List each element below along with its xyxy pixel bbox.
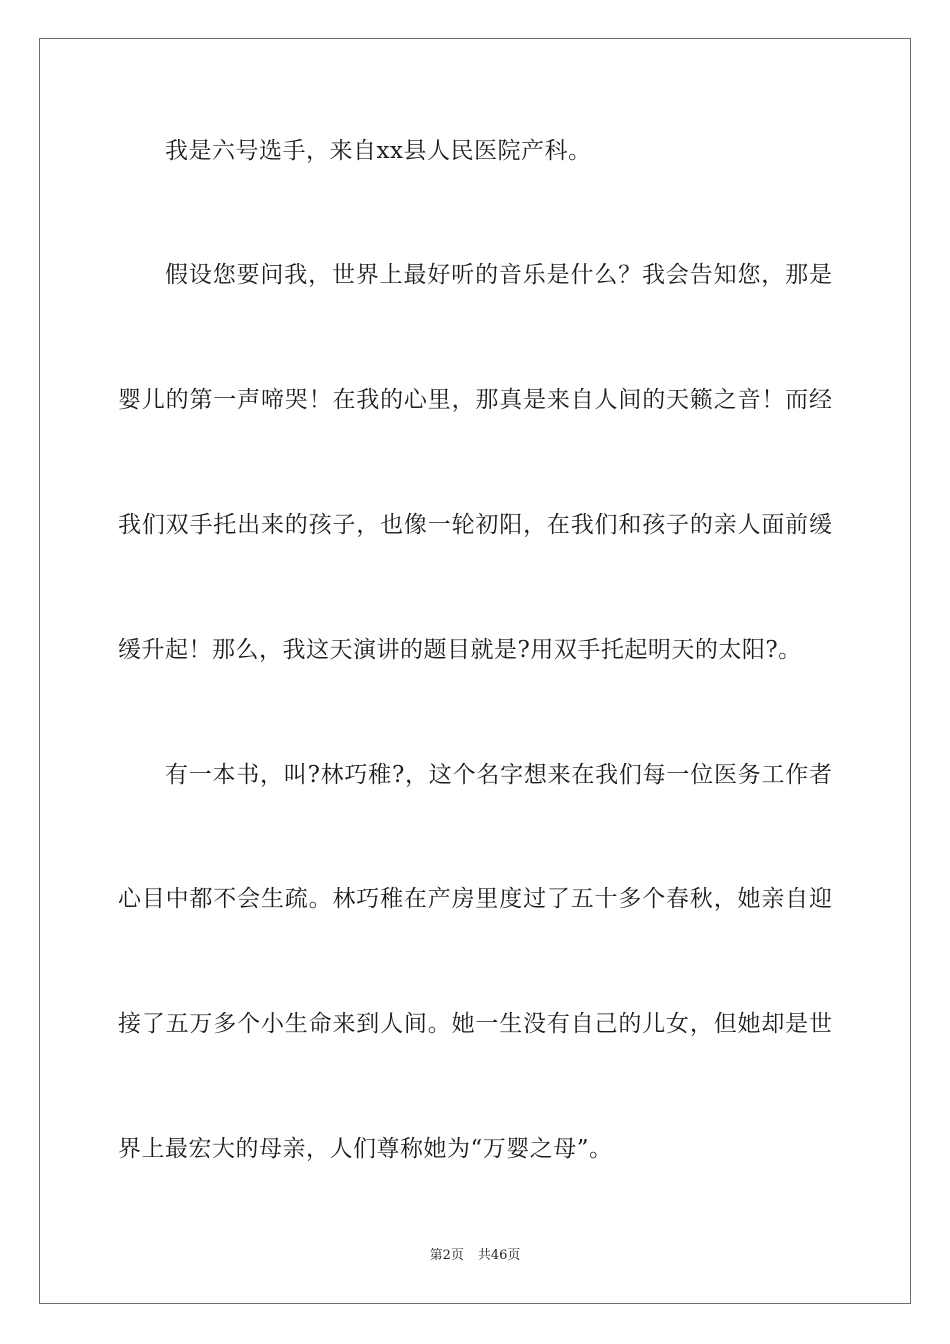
paragraph-line: 缓升起！那么，我这天演讲的题目就是?用双手托起明天的太阳?。 [118,637,802,663]
paragraph-line: 界上最宏大的母亲，人们尊称她为“万婴之母”。 [118,1136,613,1162]
paragraph-line: 接了五万多个小生命来到人间。她一生没有自己的儿女，但她却是世 [118,1011,832,1037]
page-footer [0,1248,950,1264]
paragraph-line: 假设您要问我，世界上最好听的音乐是什么？我会告知您，那是 [165,262,832,288]
page-number: 第2页 [429,1248,464,1263]
page-total: 共46页 [477,1248,521,1263]
paragraph-line: 心目中都不会生疏。林巧稚在产房里度过了五十多个春秋，她亲自迎 [118,886,832,912]
paragraph-line: 我们双手托出来的孩子，也像一轮初阳，在我们和孩子的亲人面前缓 [118,512,832,538]
page-border [39,38,911,1304]
paragraph-line: 我是六号选手，来自xx县人民医院产科。 [165,138,592,164]
paragraph-line: 婴儿的第一声啼哭！在我的心里，那真是来自人间的天籁之音！而经 [118,387,832,413]
paragraph-line: 有一本书，叫?林巧稚?，这个名字想来在我们每一位医务工作者 [165,762,832,788]
